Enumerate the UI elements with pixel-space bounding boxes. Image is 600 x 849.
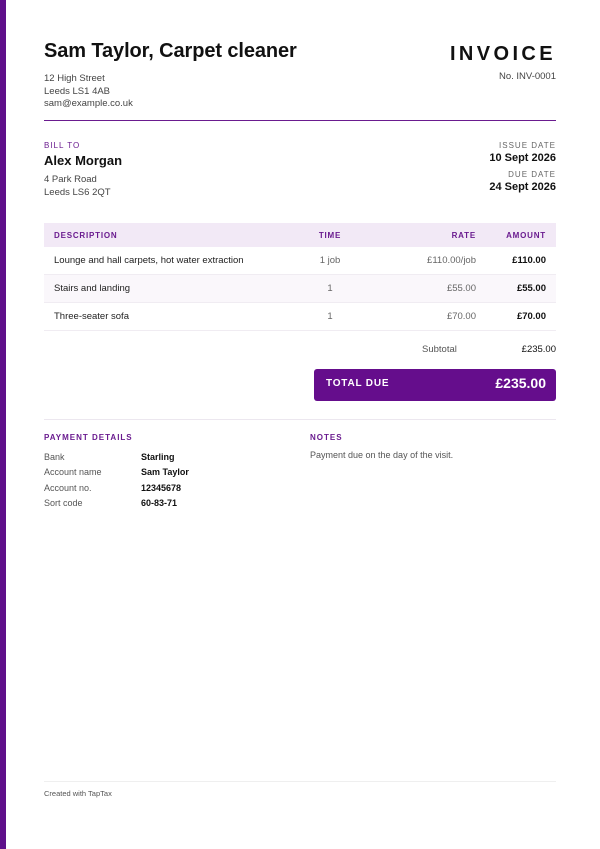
issue-date-label: ISSUE DATE xyxy=(499,141,556,150)
footer-credit: Created with TapTax xyxy=(44,789,112,798)
item-time: 1 xyxy=(327,283,333,294)
payment-key: Account no. xyxy=(44,482,92,493)
client-address xyxy=(44,174,122,199)
table-row xyxy=(44,303,556,331)
header-divider xyxy=(44,120,556,121)
item-rate: £55.00 xyxy=(446,283,476,294)
invoice-title: INVOICE xyxy=(449,43,556,65)
payment-value: 60-83-71 xyxy=(141,498,178,509)
item-time: 1 job xyxy=(319,255,341,266)
item-rate: £70.00 xyxy=(446,311,476,322)
item-description: Lounge and hall carpets, hot water extraction xyxy=(54,255,244,266)
subtotal-value: £235.00 xyxy=(521,344,556,355)
business-email: sam@example.co.uk xyxy=(44,98,133,109)
item-description: Stairs and landing xyxy=(54,283,131,294)
invoice-header xyxy=(44,40,556,122)
line-items-table xyxy=(44,223,556,331)
footer-divider xyxy=(44,781,556,782)
due-date-label: DUE DATE xyxy=(508,170,556,179)
notes-title: NOTES xyxy=(310,433,343,442)
payment-details-title: PAYMENT DETAILS xyxy=(44,433,133,442)
item-rate: £110.00/job xyxy=(427,255,476,266)
issue-date-value: 10 Sept 2026 xyxy=(489,152,556,164)
payment-value: Starling xyxy=(141,451,175,462)
invoice-number: No. INV-0001 xyxy=(498,71,556,82)
invoice-page xyxy=(44,0,556,849)
header-time: TIME xyxy=(318,230,342,240)
payment-row xyxy=(44,480,284,496)
payment-key: Account name xyxy=(44,467,102,478)
header-amount: AMOUNT xyxy=(506,230,546,240)
business-name: Sam Taylor, Carpet cleaner xyxy=(44,40,297,62)
client-name: Alex Morgan xyxy=(44,153,123,168)
client-address-line: Leeds LS6 2QT xyxy=(44,186,111,198)
notes-text: Payment due on the day of the visit. xyxy=(310,450,454,460)
total-due-box xyxy=(314,369,556,401)
item-amount: £110.00 xyxy=(512,255,546,266)
payment-row xyxy=(44,465,284,481)
payment-row xyxy=(44,496,284,512)
due-date-value: 24 Sept 2026 xyxy=(489,181,556,193)
accent-bar xyxy=(0,0,6,849)
section-divider xyxy=(44,419,556,420)
total-due-label: TOTAL DUE xyxy=(326,378,390,389)
business-address-line: Leeds LS1 4AB xyxy=(44,85,111,97)
business-address xyxy=(44,73,556,111)
item-amount: £55.00 xyxy=(516,283,546,294)
payment-row xyxy=(44,449,284,465)
payment-value: Sam Taylor xyxy=(141,467,189,478)
client-address-line: 4 Park Road xyxy=(44,174,97,185)
subtotal-row xyxy=(44,344,556,358)
total-due-value: £235.00 xyxy=(495,375,546,391)
notes-section xyxy=(310,433,556,460)
payment-key: Bank xyxy=(44,451,65,462)
bill-to-label: BILL TO xyxy=(44,141,81,150)
item-time: 1 xyxy=(327,311,333,322)
business-address-line: 12 High Street xyxy=(44,73,105,84)
header-rate: RATE xyxy=(451,230,476,240)
bill-to-section xyxy=(44,141,122,199)
payment-key: Sort code xyxy=(44,498,83,509)
item-amount: £70.00 xyxy=(516,311,546,322)
item-description: Three-seater sofa xyxy=(54,311,129,322)
payment-value: 12345678 xyxy=(141,482,182,493)
subtotal-label: Subtotal xyxy=(422,344,457,355)
table-row xyxy=(44,275,556,303)
payment-details-section xyxy=(44,433,284,511)
dates-section xyxy=(489,141,556,193)
table-header xyxy=(44,223,556,247)
table-row xyxy=(44,247,556,275)
header-description: DESCRIPTION xyxy=(54,230,118,240)
